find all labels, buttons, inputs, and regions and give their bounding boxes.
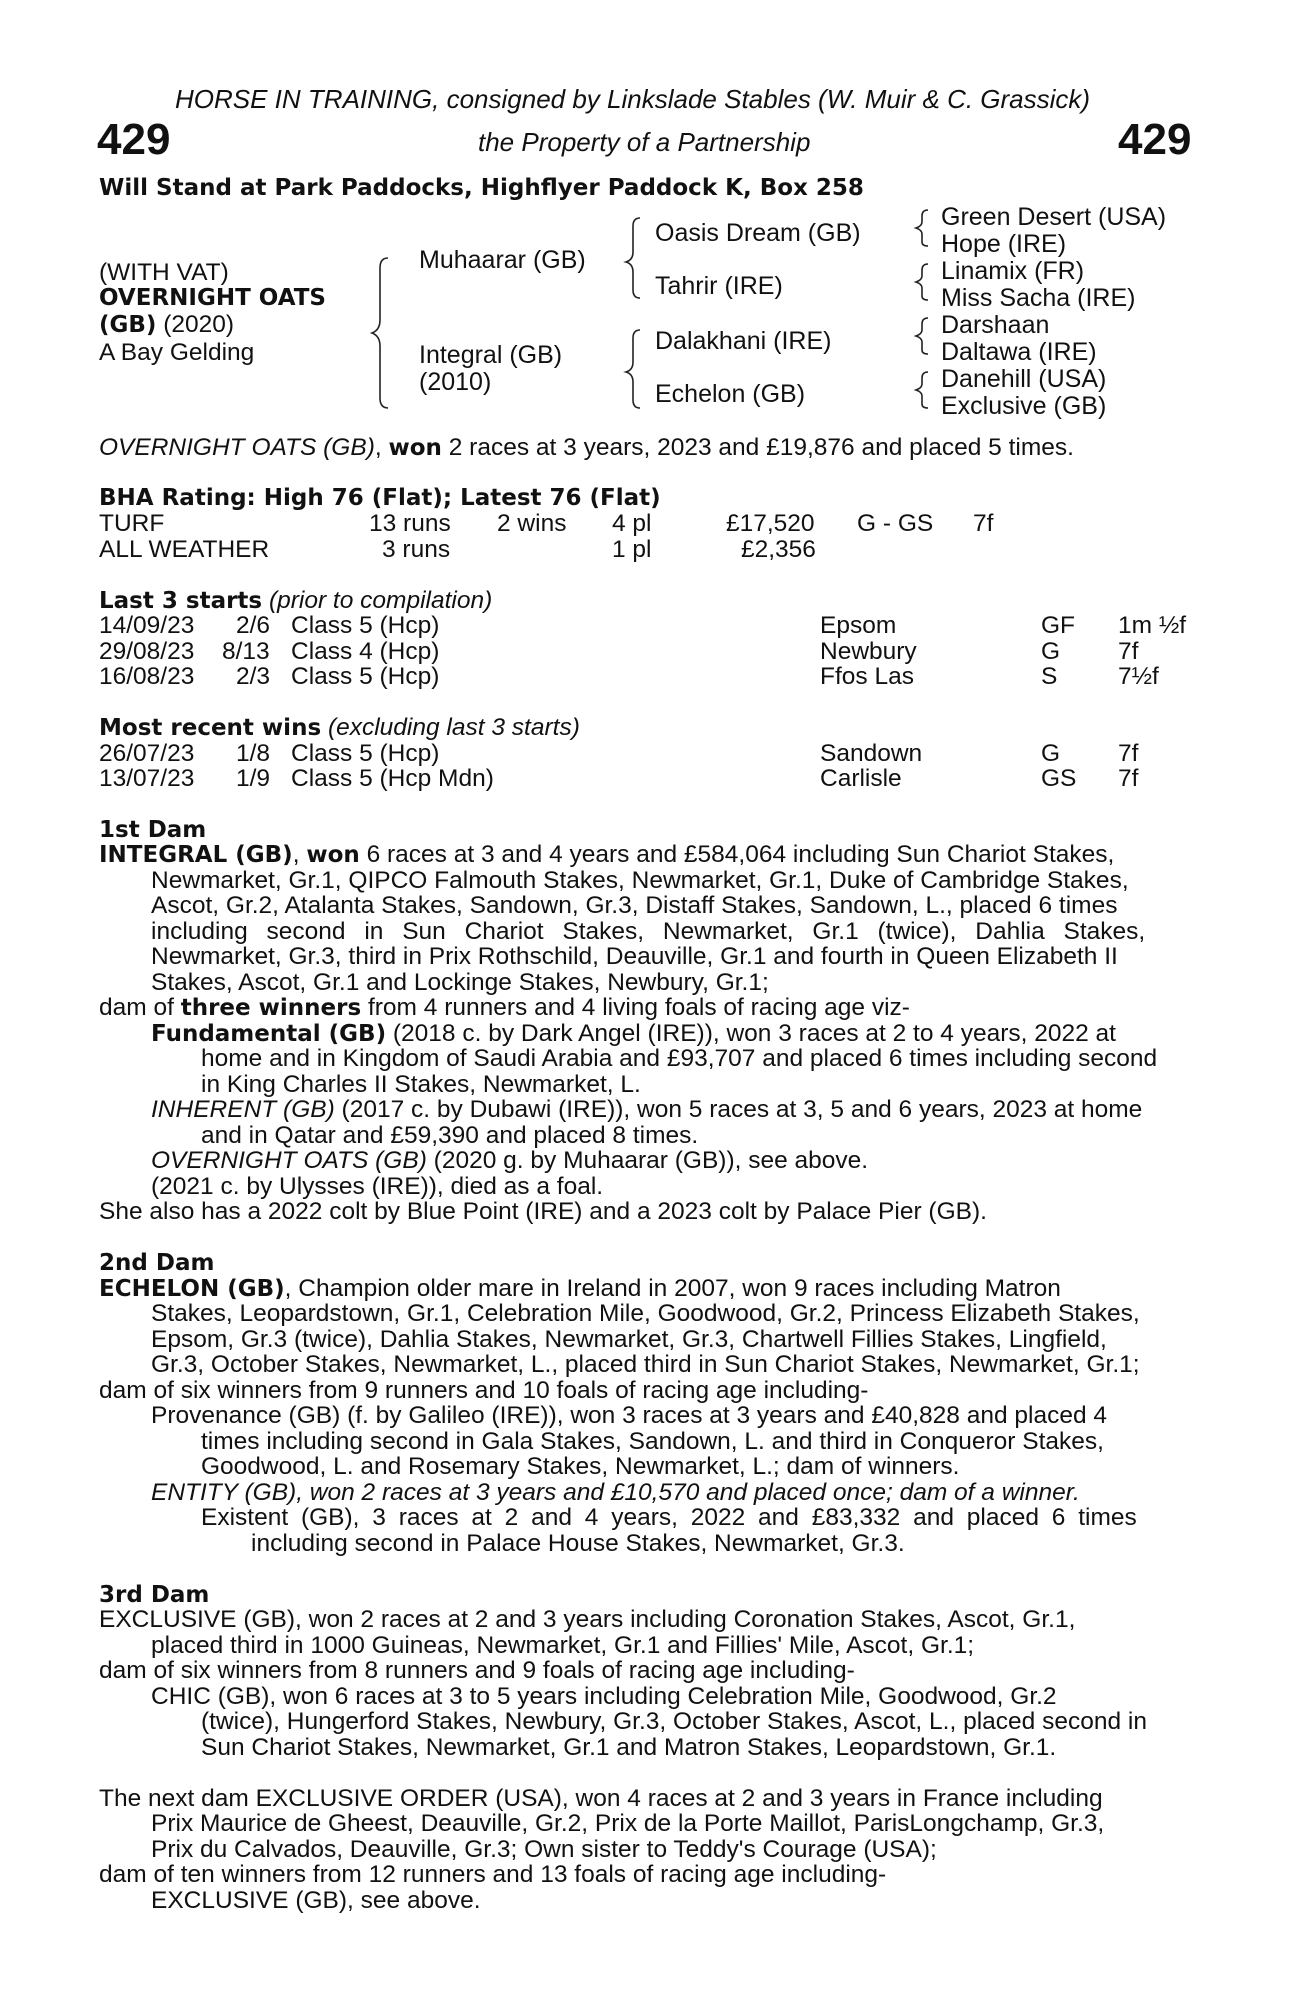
dam3-line: Sun Chariot Stakes, Newmarket, Gr.1 and Matron Stakes, Leopardstown, Gr.1. bbox=[201, 1734, 1057, 1761]
dam-year: (2010) bbox=[419, 368, 492, 396]
dam2-produce-line: including second in Palace House Stakes, Newmarket, Gr.3. bbox=[251, 1530, 905, 1557]
date: 13/07/23 bbox=[99, 765, 195, 792]
going: G - GS bbox=[857, 510, 934, 537]
race-class: Class 5 (Hcp) bbox=[291, 740, 440, 767]
grandparent-2: Hope (IRE) bbox=[941, 230, 1067, 258]
dam3-line: CHIC (GB), won 6 races at 3 to 5 years including Celebration Mile, Goodwood, Gr.2 bbox=[151, 1683, 1057, 1710]
summary-name: OVERNIGHT OATS (GB) bbox=[99, 434, 375, 461]
sire-sire: Oasis Dream (GB) bbox=[655, 219, 861, 247]
produce-name: Fundamental (GB) bbox=[151, 1021, 387, 1047]
dam1-line: Stakes, Ascot, Gr.1 and Lockinge Stakes, Newbury, Gr.1; bbox=[151, 969, 769, 996]
rating-title: BHA Rating: High 76 (Flat); Latest 76 (Flat) bbox=[99, 485, 661, 511]
produce-line bbox=[151, 1148, 868, 1174]
dam2-produce-line: Existent (GB), 3 races at 2 and 4 years, 2022 and £83,332 and placed 6 times bbox=[201, 1504, 1137, 1531]
course: Ffos Las bbox=[820, 663, 914, 690]
dam1-line: INTEGRAL (GB), won 6 races at 3 and 4 years and £584,064 including Sun Chariot Stakes, bbox=[99, 841, 1115, 868]
dam3-line: placed third in 1000 Guineas, Newmarket, Gr.1 and Fillies' Mile, Ascot, Gr.1; bbox=[151, 1632, 975, 1659]
produce-text: (2018 c. by Dark Angel (IRE)), won 3 races at 2 to 4 years, 2022 at bbox=[386, 1020, 1116, 1047]
dam2-produce-line: Provenance (GB) (f. by Galileo (IRE)), won 3 races at 3 years and £40,828 and placed 4 bbox=[151, 1402, 1108, 1429]
runs: 13 runs bbox=[369, 510, 451, 537]
dam2-name: ECHELON (GB) bbox=[99, 1276, 285, 1302]
date: 14/09/23 bbox=[99, 612, 195, 639]
dam1-heading: 1st Dam bbox=[99, 817, 207, 843]
wins-heading: Most recent wins bbox=[99, 715, 322, 741]
stabling-line: Will Stand at Park Paddocks, Highflyer Paddock K, Box 258 bbox=[99, 175, 864, 201]
wins: 2 wins bbox=[497, 510, 567, 537]
date: 29/08/23 bbox=[99, 638, 195, 665]
runs: 3 runs bbox=[382, 536, 451, 563]
summary-rest: 2 races at 3 years, 2023 and £19,876 and placed 5 times. bbox=[441, 434, 1074, 461]
dam1-line: Newmarket, Gr.1, QIPCO Falmouth Stakes, Newmarket, Gr.1, Duke of Cambridge Stakes, bbox=[151, 867, 1129, 894]
dam1-won: won bbox=[306, 842, 360, 868]
summary-won: won bbox=[388, 435, 442, 461]
dam1-name: INTEGRAL (GB) bbox=[99, 842, 293, 868]
next-dam-line: EXCLUSIVE (GB), see above. bbox=[151, 1887, 481, 1914]
dam1-winners: three winners bbox=[180, 995, 362, 1021]
position: 1/8 bbox=[236, 740, 271, 767]
dam2-dam-of: dam of six winners from 9 runners and 10 foals of racing age including- bbox=[99, 1377, 869, 1404]
distance: 7f bbox=[1118, 740, 1139, 767]
produce-name: INHERENT (GB) bbox=[151, 1096, 335, 1123]
grandparent-7: Danehill (USA) bbox=[941, 365, 1107, 393]
position: 2/3 bbox=[236, 663, 271, 690]
dam-dam: Echelon (GB) bbox=[655, 380, 806, 408]
dam2-line: Stakes, Leopardstown, Gr.1, Celebration Mile, Goodwood, Gr.2, Princess Elizabeth Stakes, bbox=[151, 1300, 1140, 1327]
going: GF bbox=[1041, 612, 1076, 639]
dam1-dam-of-rest: from 4 runners and 4 living foals of racing age viz- bbox=[361, 994, 910, 1021]
distance: 7f bbox=[973, 510, 994, 537]
dam2-line bbox=[99, 1276, 1061, 1303]
produce-text: (2020 g. by Muhaarar (GB)), see above. bbox=[426, 1147, 869, 1174]
prize-money: £17,520 bbox=[726, 510, 815, 537]
next-dam-line: dam of ten winners from 12 runners and 13 foals of racing age including- bbox=[99, 1861, 887, 1888]
dam2-produce-line: times including second in Gala Stakes, Sandown, L. and third in Conqueror Stakes, bbox=[201, 1428, 1104, 1455]
horse-name: OVERNIGHT OATS bbox=[99, 285, 326, 311]
grandparent-1: Green Desert (USA) bbox=[941, 203, 1167, 231]
lot-number-right: 429 bbox=[1118, 115, 1192, 164]
dam-sire: Dalakhani (IRE) bbox=[655, 327, 832, 355]
distance: 7f bbox=[1118, 638, 1139, 665]
horse-description: A Bay Gelding bbox=[99, 339, 255, 366]
placed: 4 pl bbox=[612, 510, 652, 537]
dam3-line: (twice), Hungerford Stakes, Newbury, Gr.3, October Stakes, Ascot, L., placed second in bbox=[201, 1708, 1147, 1735]
next-dam-line: The next dam EXCLUSIVE ORDER (USA), won 4 races at 2 and 3 years in France including bbox=[99, 1785, 1103, 1812]
lot-number-left: 429 bbox=[97, 115, 171, 164]
going: S bbox=[1041, 663, 1058, 690]
going: GS bbox=[1041, 765, 1077, 792]
next-dam-line: Prix Maurice de Gheest, Deauville, Gr.2, Prix de la Porte Maillot, ParisLongchamp, Gr.3, bbox=[151, 1810, 1105, 1837]
dam2-text: , Champion older mare in Ireland in 2007, won 9 races including Matron bbox=[284, 1275, 1061, 1302]
produce-line bbox=[151, 1097, 1142, 1123]
produce-line: home and in Kingdom of Saudi Arabia and £93,707 and placed 6 times including second bbox=[201, 1045, 1158, 1072]
last3-note: (prior to compilation) bbox=[268, 587, 493, 614]
grandparent-5: Darshaan bbox=[941, 311, 1050, 339]
placed: 1 pl bbox=[612, 536, 652, 563]
course: Carlisle bbox=[820, 765, 902, 792]
dam1-line: including second in Sun Chariot Stakes, Newmarket, Gr.1 (twice), Dahlia Stakes, bbox=[151, 918, 1146, 945]
position: 2/6 bbox=[236, 612, 271, 639]
grandparent-8: Exclusive (GB) bbox=[941, 392, 1107, 420]
dam2-produce-line: ENTITY (GB), won 2 races at 3 years and £10,570 and placed once; dam of a winner. bbox=[151, 1479, 1080, 1506]
dam3-line: dam of six winners from 8 runners and 9 foals of racing age including- bbox=[99, 1657, 855, 1684]
dam3-line: EXCLUSIVE (GB), won 2 races at 2 and 3 years including Coronation Stakes, Ascot, Gr.1, bbox=[99, 1606, 1076, 1633]
dam2-line: Gr.3, October Stakes, Newmarket, L., placed third in Sun Chariot Stakes, Newmarket, Gr.1; bbox=[151, 1351, 1140, 1378]
produce-line: in King Charles II Stakes, Newmarket, L. bbox=[201, 1071, 641, 1098]
dam1-line: Ascot, Gr.2, Atalanta Stakes, Sandown, Gr.3, Distaff Stakes, Sandown, L., placed 6 times bbox=[151, 892, 1118, 919]
last3-heading: Last 3 starts bbox=[99, 588, 263, 614]
position: 1/9 bbox=[236, 765, 271, 792]
sire: Muhaarar (GB) bbox=[419, 246, 586, 274]
produce-line: (2021 c. by Ulysses (IRE)), died as a foal. bbox=[151, 1173, 604, 1200]
last3-title bbox=[99, 588, 492, 615]
grandparent-6: Daltawa (IRE) bbox=[941, 338, 1097, 366]
dam2-produce-line: Goodwood, L. and Rosemary Stakes, Newmarket, L.; dam of winners. bbox=[201, 1453, 960, 1480]
race-class: Class 5 (Hcp) bbox=[291, 612, 440, 639]
dam1-footer: She also has a 2022 colt by Blue Point (IRE) and a 2023 colt by Palace Pier (GB). bbox=[99, 1198, 987, 1225]
dam2-heading: 2nd Dam bbox=[99, 1250, 215, 1276]
distance: 7½f bbox=[1118, 663, 1159, 690]
wins-title bbox=[99, 715, 580, 742]
distance: 1m ½f bbox=[1118, 612, 1187, 639]
race-class: Class 5 (Hcp) bbox=[291, 663, 440, 690]
dam2-line: Epsom, Gr.3 (twice), Dahlia Stakes, Newmarket, Gr.3, Chartwell Fillies Stakes, Lingfield, bbox=[151, 1326, 1107, 1353]
next-dam-line: Prix du Calvados, Deauville, Gr.3; Own sister to Teddy's Courage (USA); bbox=[151, 1836, 937, 1863]
distance: 7f bbox=[1118, 765, 1139, 792]
produce-name: OVERNIGHT OATS (GB) bbox=[151, 1147, 427, 1174]
course: Newbury bbox=[820, 638, 917, 665]
dam1-dam-of bbox=[99, 995, 910, 1022]
horse-year: (2020) bbox=[163, 311, 235, 338]
course: Epsom bbox=[820, 612, 897, 639]
race-class: Class 5 (Hcp Mdn) bbox=[291, 765, 494, 792]
course: Sandown bbox=[820, 740, 923, 767]
sire-dam: Tahrir (IRE) bbox=[655, 272, 783, 300]
property-line: the Property of a Partnership bbox=[478, 127, 811, 157]
dam3-heading: 3rd Dam bbox=[99, 1582, 210, 1608]
dam1-text: 6 races at 3 and 4 years and £584,064 including Sun Chariot Stakes, bbox=[359, 841, 1115, 868]
surface: TURF bbox=[99, 510, 165, 537]
surface: ALL WEATHER bbox=[99, 536, 270, 563]
produce-text: (2017 c. by Dubawi (IRE)), won 5 races at 3, 5 and 6 years, 2023 at home bbox=[334, 1096, 1143, 1123]
consignment-line: HORSE IN TRAINING, consigned by Linkslade Stables (W. Muir & C. Grassick) bbox=[175, 84, 1091, 114]
produce-line bbox=[151, 1021, 1116, 1048]
going: G bbox=[1041, 638, 1061, 665]
produce-line: and in Qatar and £59,390 and placed 8 times. bbox=[201, 1122, 699, 1149]
wins-note: (excluding last 3 starts) bbox=[327, 714, 580, 741]
prize-money: £2,356 bbox=[741, 536, 816, 563]
going: G bbox=[1041, 740, 1061, 767]
vat-note: (WITH VAT) bbox=[99, 259, 229, 286]
horse-suffix: (GB) bbox=[99, 312, 157, 338]
race-summary: OVERNIGHT OATS (GB), won 2 races at 3 years, 2023 and £19,876 and placed 5 times. bbox=[99, 434, 1074, 461]
date: 16/08/23 bbox=[99, 663, 195, 690]
date: 26/07/23 bbox=[99, 740, 195, 767]
race-class: Class 4 (Hcp) bbox=[291, 638, 440, 665]
dam-of-label: dam of bbox=[99, 994, 174, 1021]
position: 8/13 bbox=[222, 638, 270, 665]
grandparent-4: Miss Sacha (IRE) bbox=[941, 284, 1136, 312]
grandparent-3: Linamix (FR) bbox=[941, 257, 1085, 285]
dam1-line: Newmarket, Gr.3, third in Prix Rothschild, Deauville, Gr.1 and fourth in Queen Elizabeth II bbox=[151, 943, 1118, 970]
dam: Integral (GB) bbox=[419, 341, 563, 369]
